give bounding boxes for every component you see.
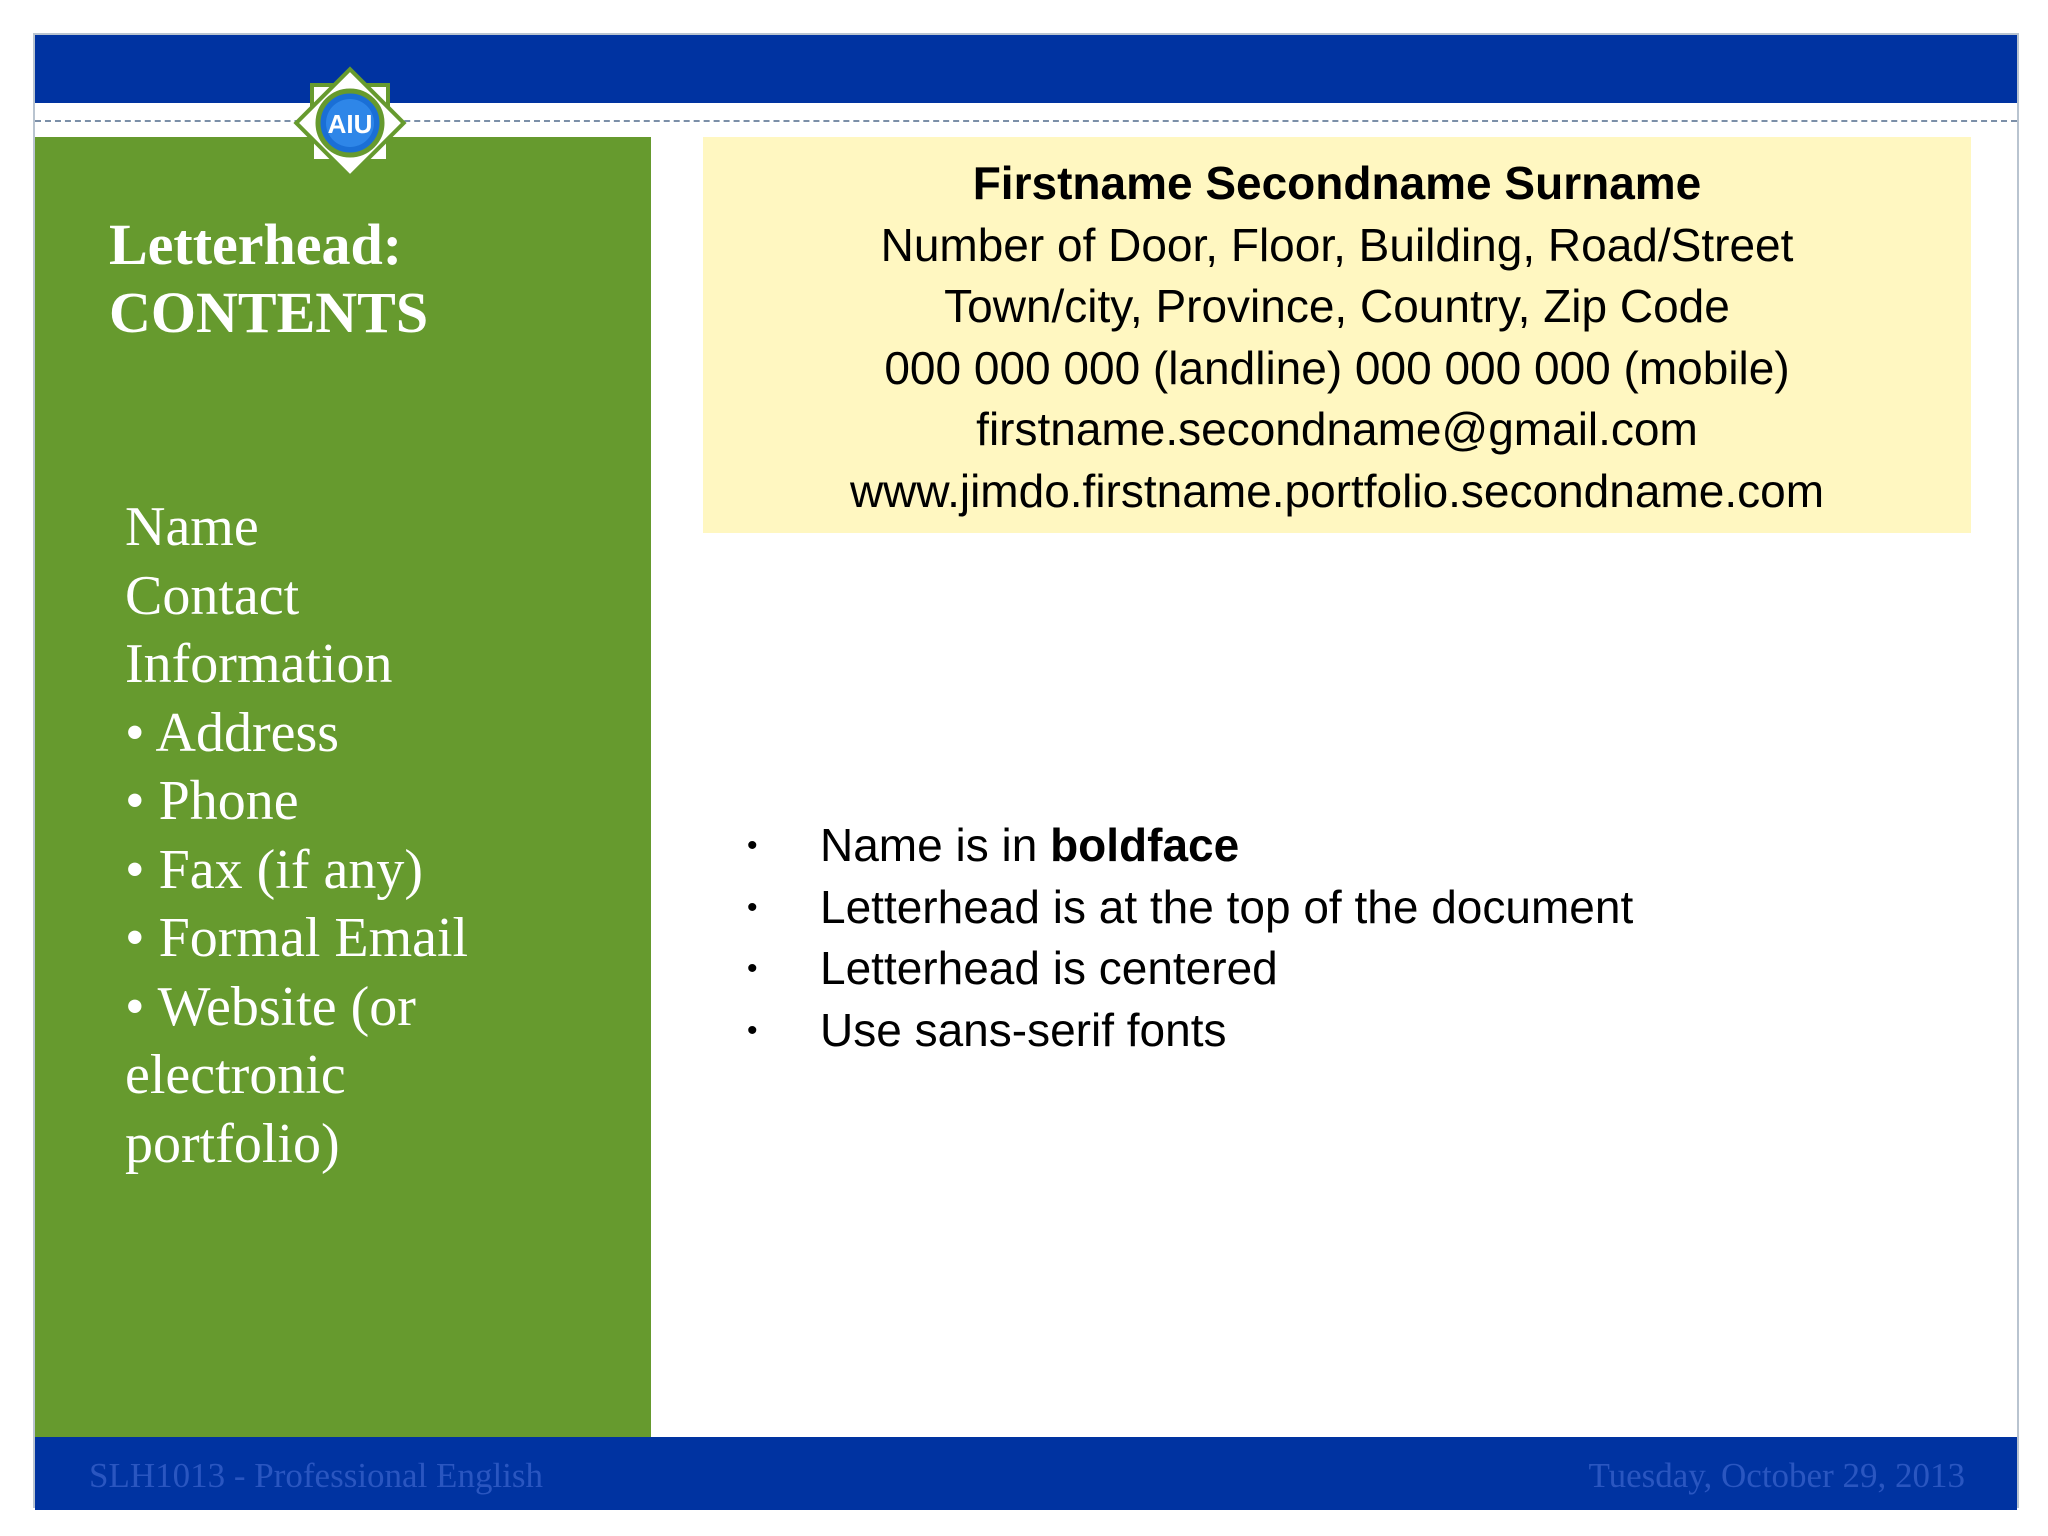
note-item [735,815,1935,877]
sidebar-title [109,211,428,347]
note-bold-text: boldface [1050,819,1240,871]
letterhead-address-line2: Town/city, Province, Country, Zip Code [944,280,1730,332]
note-item [735,938,1935,1000]
contents-item: • Address [125,701,340,764]
contents-item: • Website (or [125,975,416,1038]
letterhead-email: firstname.secondname@gmail.com [976,403,1698,455]
contents-item: Information [125,633,393,695]
contents-item: electronic [125,1044,346,1106]
footer-course: SLH1013 - Professional English [89,1456,544,1495]
contents-item: Name [125,496,259,558]
contents-item: • Formal Email [125,907,469,969]
footer-date: Tuesday, October 29, 2013 [1588,1456,1965,1495]
note-text: Use sans-serif fonts [820,1003,1227,1056]
notes-list [735,815,1935,1061]
sidebar-title-line2: CONTENTS [109,280,429,345]
logo-text: AIU [327,109,373,139]
sidebar-title-line1: Letterhead: [109,212,403,277]
letterhead-address-line1: Number of Door, Floor, Building, Road/Street [880,218,1794,271]
bullet-icon: • [747,1013,758,1047]
contents-item: portfolio) [125,1112,340,1175]
bullet-icon: • [747,829,758,862]
letterhead-website: www.jimdo.firstname.portfolio.secondname.com [849,464,1825,517]
contents-item: • Phone [125,770,299,832]
note-item [735,1000,1935,1062]
note-text: Name is in [820,819,1051,871]
note-text: Letterhead is centered [820,942,1278,994]
letterhead-name: Firstname Secondname Surname [972,157,1702,209]
slide [33,33,2019,1508]
letterhead-example [703,137,1971,533]
contents-item: • Fax (if any) [125,838,423,901]
contents-list [125,493,645,1178]
note-item [735,877,1935,939]
bullet-icon: • [747,890,758,924]
university-logo-icon [280,53,420,193]
note-text: Letterhead is at the top of the document [820,880,1634,933]
letterhead-phones: 000 000 000 (landline) 000 000 000 (mobile) [884,341,1790,394]
contents-item: Contact [125,564,300,627]
bullet-icon: • [747,952,758,985]
